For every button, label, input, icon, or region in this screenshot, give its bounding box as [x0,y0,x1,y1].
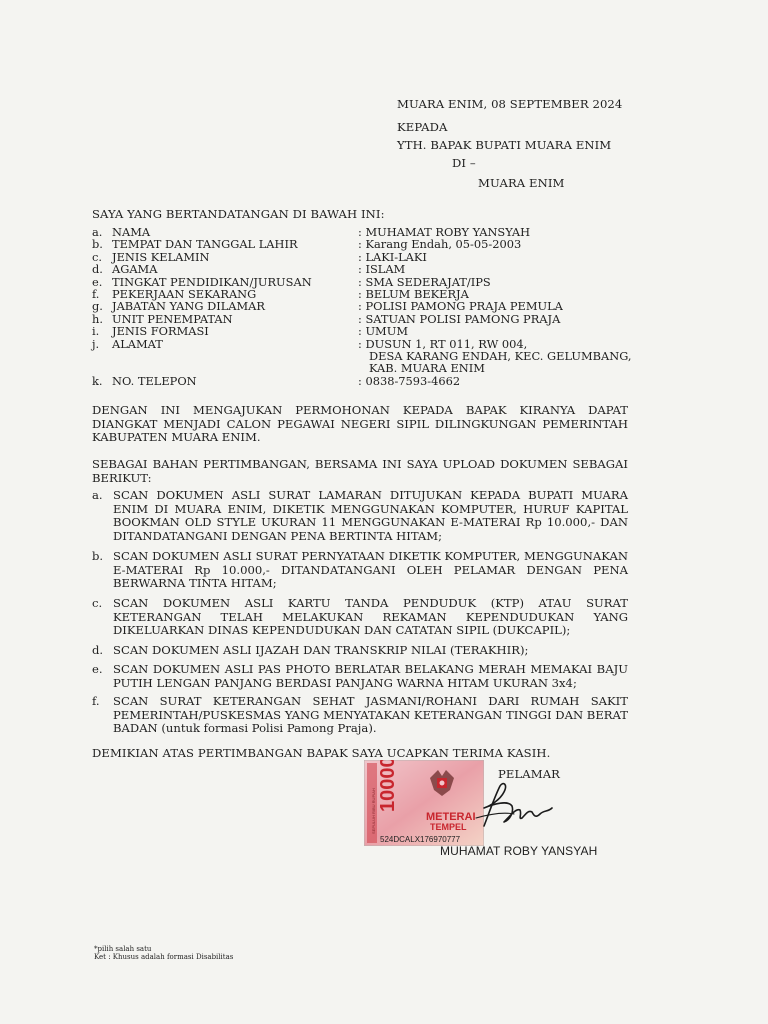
field-row [92,375,652,387]
stamp-side-text: SEPULUH RIBU RUPIAH [371,788,376,834]
field-row [92,300,652,312]
field-value: : ISLAM [358,262,406,277]
identity-fields [92,226,652,387]
document-letter: c. [92,596,103,610]
field-label: NAMA [112,225,151,239]
signature-role: PELAMAR [498,767,561,781]
field-letter: d. [92,262,103,277]
intro-text: SAYA YANG BERTANDATANGAN DI BAWAH INI: [92,207,385,221]
document-item [92,550,628,591]
field-letter: b. [92,237,103,252]
consideration-intro: SEBAGAI BAHAN PERTIMBANGAN, BERSAMA INI SAYA UPLOAD DOKUMEN SEBAGAI BERIKUT: [92,457,628,485]
document-text: SCAN DOKUMEN ASLI SURAT PERNYATAAN DIKETIK KOMPUTER, MENGGUNAKAN E-MATERAI Rp 10.000,- DITANDATANGANI OLEH PELAMAR DENGAN PENA BERWARNA TINTA HITAM; [113,549,628,591]
field-value: : LAKI-LAKI [358,249,427,264]
signature-scribble [470,778,560,832]
field-row [92,263,652,275]
field-label: JENIS FORMASI [112,324,209,339]
field-row [92,238,652,250]
meterai-stamp-graphic [364,760,484,846]
document-item [92,644,628,658]
document-text: SCAN DOKUMEN ASLI KARTU TANDA PENDUDUK (KTP) ATAU SURAT KETERANGAN TELAH MELAKUKAN REKAMAN KEPENDUDUKAN YANG DIKELUARKAN DINAS KEPENDUDUKAN DAN CATATAN SIPIL (DUKCAPIL); [113,596,628,638]
field-label: JABATAN YANG DILAMAR [112,299,265,314]
field-label: NO. TELEPON [112,373,197,388]
field-row [92,325,652,337]
field-value: : UMUM [358,324,408,339]
document-item [92,597,628,638]
field-value: : 0838-7593-4662 [358,373,461,388]
stamp-serial: 524DCALX176970777 [380,835,461,844]
field-letter: i. [92,324,100,339]
document-item [92,663,628,690]
document-letter: a. [92,488,103,502]
document-letter: e. [92,662,103,676]
field-label: PEKERJAAN SEKARANG [112,286,257,301]
field-letter: c. [92,249,103,264]
field-label: UNIT PENEMPATAN [112,311,233,326]
field-letter: a. [92,225,103,239]
field-label: JENIS KELAMIN [112,249,210,264]
field-value: : SMA SEDERAJAT/IPS [358,274,491,289]
field-letter: h. [92,311,103,326]
document-text: SCAN DOKUMEN ASLI PAS PHOTO BERLATAR BELAKANG MERAH MEMAKAI BAJU PUTIH LENGAN PANJANG BERDASI PANJANG WARNA HITAM UKURAN 3x4; [113,662,628,690]
addressee-yth: YTH. BAPAK BUPATI MUARA ENIM [397,138,612,152]
addressee-di: DI – [452,156,476,170]
document-letter: b. [92,549,104,563]
field-value: : MUHAMAT ROBY YANSYAH [358,225,531,239]
document-item [92,695,628,736]
place-date: MUARA ENIM, 08 SEPTEMBER 2024 [397,97,623,111]
field-letter: g. [92,299,103,314]
document-letter: d. [92,643,104,657]
field-value: : DUSUN 1, RT 011, RW 004, [358,336,528,351]
field-letter: e. [92,274,103,289]
field-value: : BELUM BEKERJA [358,286,469,301]
field-row-continuation [92,362,652,374]
field-label: ALAMAT [112,336,163,351]
meterai-stamp [364,760,484,846]
field-value: : POLISI PAMONG PRAJA PEMULA [358,299,563,314]
field-label: AGAMA [112,262,158,277]
document-text: SCAN DOKUMEN ASLI SURAT LAMARAN DITUJUKAN KEPADA BUPATI MUARA ENIM DI MUARA ENIM, DIKETIK MENGGUNAKAN KOMPUTER, HURUF KAPITAL BOOKMAN OLD STYLE UKURAN 11 MENGGUNAKAN E-MATERAI Rp 10.000,- DAN DITANDATANGANI DENGAN PENA BERTINTA HITAM; [113,488,628,543]
field-value: DESA KARANG ENDAH, KEC. GELUMBANG, [369,348,632,363]
field-letter: f. [92,286,100,301]
footnotes [94,945,233,961]
document-item [92,489,628,543]
field-letter: k. [92,373,103,388]
closing-text: DEMIKIAN ATAS PERTIMBANGAN BAPAK SAYA UCAPKAN TERIMA KASIH. [92,746,551,760]
footnote-2: Ket : Khusus adalah formasi Disabilitas [94,953,234,961]
addressee-to: KEPADA [397,120,448,134]
addressee-city: MUARA ENIM [478,176,565,190]
field-label: TINGKAT PENDIDIKAN/JURUSAN [112,274,312,289]
document-letter: f. [92,694,100,708]
field-value: : SATUAN POLISI PAMONG PRAJA [358,311,561,326]
signature-name: MUHAMAT ROBY YANSYAH [440,844,598,858]
stamp-value: 10000 [377,760,399,812]
field-letter: j. [92,336,100,351]
document-text: SCAN SURAT KETERANGAN SEHAT JASMANI/ROHANI DARI RUMAH SAKIT PEMERINTAH/PUSKESMAS YANG MENYATAKAN KETERANGAN TINGGI DAN BERAT BADAN (untuk formasi Polisi Pamong Praja). [113,694,628,736]
field-value: KAB. MUARA ENIM [369,361,485,376]
stamp-label-bottom: TEMPEL [430,822,467,832]
footnote-1: *pilih salah satu [94,945,152,953]
field-label: TEMPAT DAN TANGGAL LAHIR [112,237,298,252]
document-text: SCAN DOKUMEN ASLI IJAZAH DAN TRANSKRIP NILAI (TERAKHIR); [113,643,529,657]
stamp-label-top: METERAI [426,811,476,823]
field-value: : Karang Endah, 05-05-2003 [358,237,522,252]
request-paragraph: DENGAN INI MENGAJUKAN PERMOHONAN KEPADA BAPAK KIRANYA DAPAT DIANGKAT MENJADI CALON PEGAWAI NEGERI SIPIL DILINGKUNGAN PEMERINTAH KABUPATEN MUARA ENIM. [92,403,628,445]
